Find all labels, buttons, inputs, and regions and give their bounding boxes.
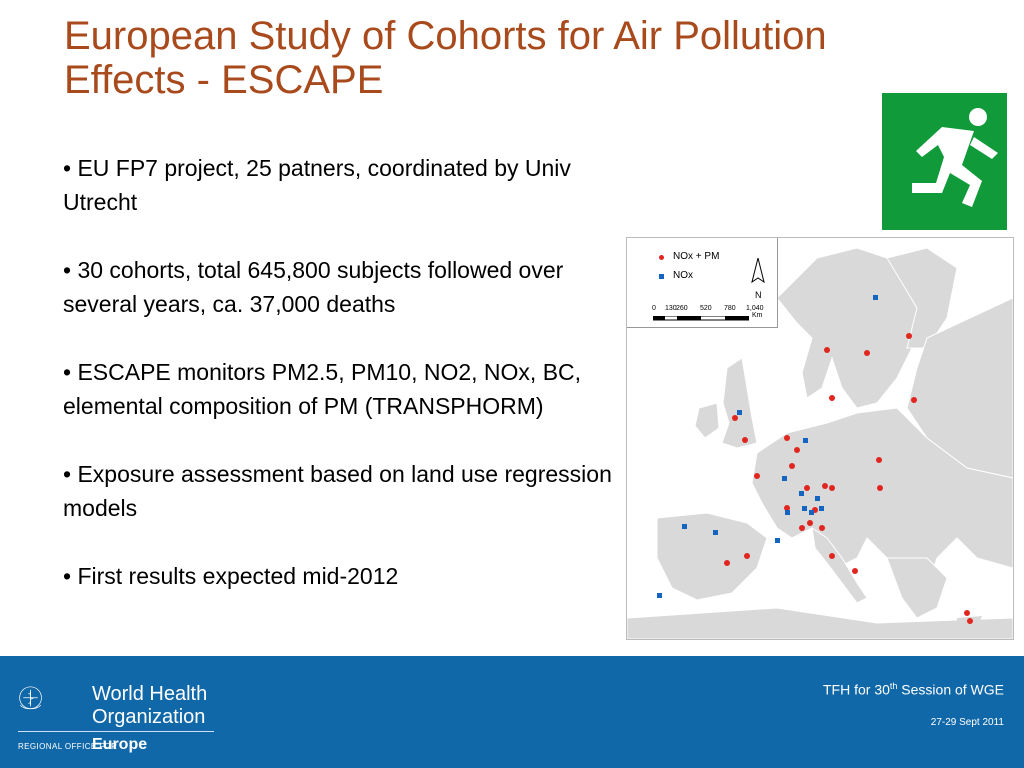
scale-tick: 260	[676, 305, 688, 312]
scale-tick: 1,040	[746, 305, 764, 312]
bullet-item: • Exposure assessment based on land use regression models	[63, 461, 612, 521]
north-label: N	[755, 290, 762, 300]
who-name-line1: World Health	[92, 683, 208, 705]
scale-tick: 520	[700, 305, 712, 312]
nox-pm-marker-icon	[659, 255, 664, 260]
scale-tick: 0	[652, 305, 656, 312]
session-date: 27-29 Sept 2011	[930, 717, 1004, 728]
region-label: REGIONAL OFFICE FOR	[18, 742, 118, 751]
session-sup: th	[889, 681, 898, 691]
running-man-exit-icon	[882, 93, 1007, 230]
slide-title: European Study of Cohorts for Air Pollution Effects - ESCAPE	[64, 14, 827, 102]
scale-bar	[653, 316, 749, 321]
legend-label-nox: NOx	[673, 270, 693, 281]
bullet-item: • EU FP7 project, 25 patners, coordinated by Univ Utrecht	[63, 155, 571, 215]
nox-marker-icon	[659, 274, 664, 279]
who-emblem-icon	[16, 670, 96, 732]
session-prefix: TFH for 30	[822, 681, 890, 698]
map-legend	[627, 238, 778, 328]
session-text	[823, 681, 1004, 698]
bullet-list	[63, 151, 633, 627]
legend-label-nox-pm: NOx + PM	[673, 251, 720, 262]
scale-tick: 130	[665, 305, 677, 312]
bullet-item: • 30 cohorts, total 645,800 subjects followed over several years, ca. 37,000 deaths	[63, 257, 564, 317]
bullet-item: • First results expected mid-2012	[63, 563, 399, 589]
north-arrow-icon	[751, 258, 765, 292]
scale-tick: 780	[724, 305, 736, 312]
who-name-line2: Organization	[92, 706, 206, 728]
scale-unit: Km	[752, 312, 763, 319]
region-name: Europe	[92, 736, 148, 753]
divider	[18, 731, 214, 732]
session-suffix: Session of WGE	[897, 681, 1004, 698]
europe-cohort-map	[626, 237, 1014, 640]
bullet-item: • ESCAPE monitors PM2.5, PM10, NO2, NOx, BC, elemental composition of PM (TRANSPHORM)	[63, 359, 582, 419]
